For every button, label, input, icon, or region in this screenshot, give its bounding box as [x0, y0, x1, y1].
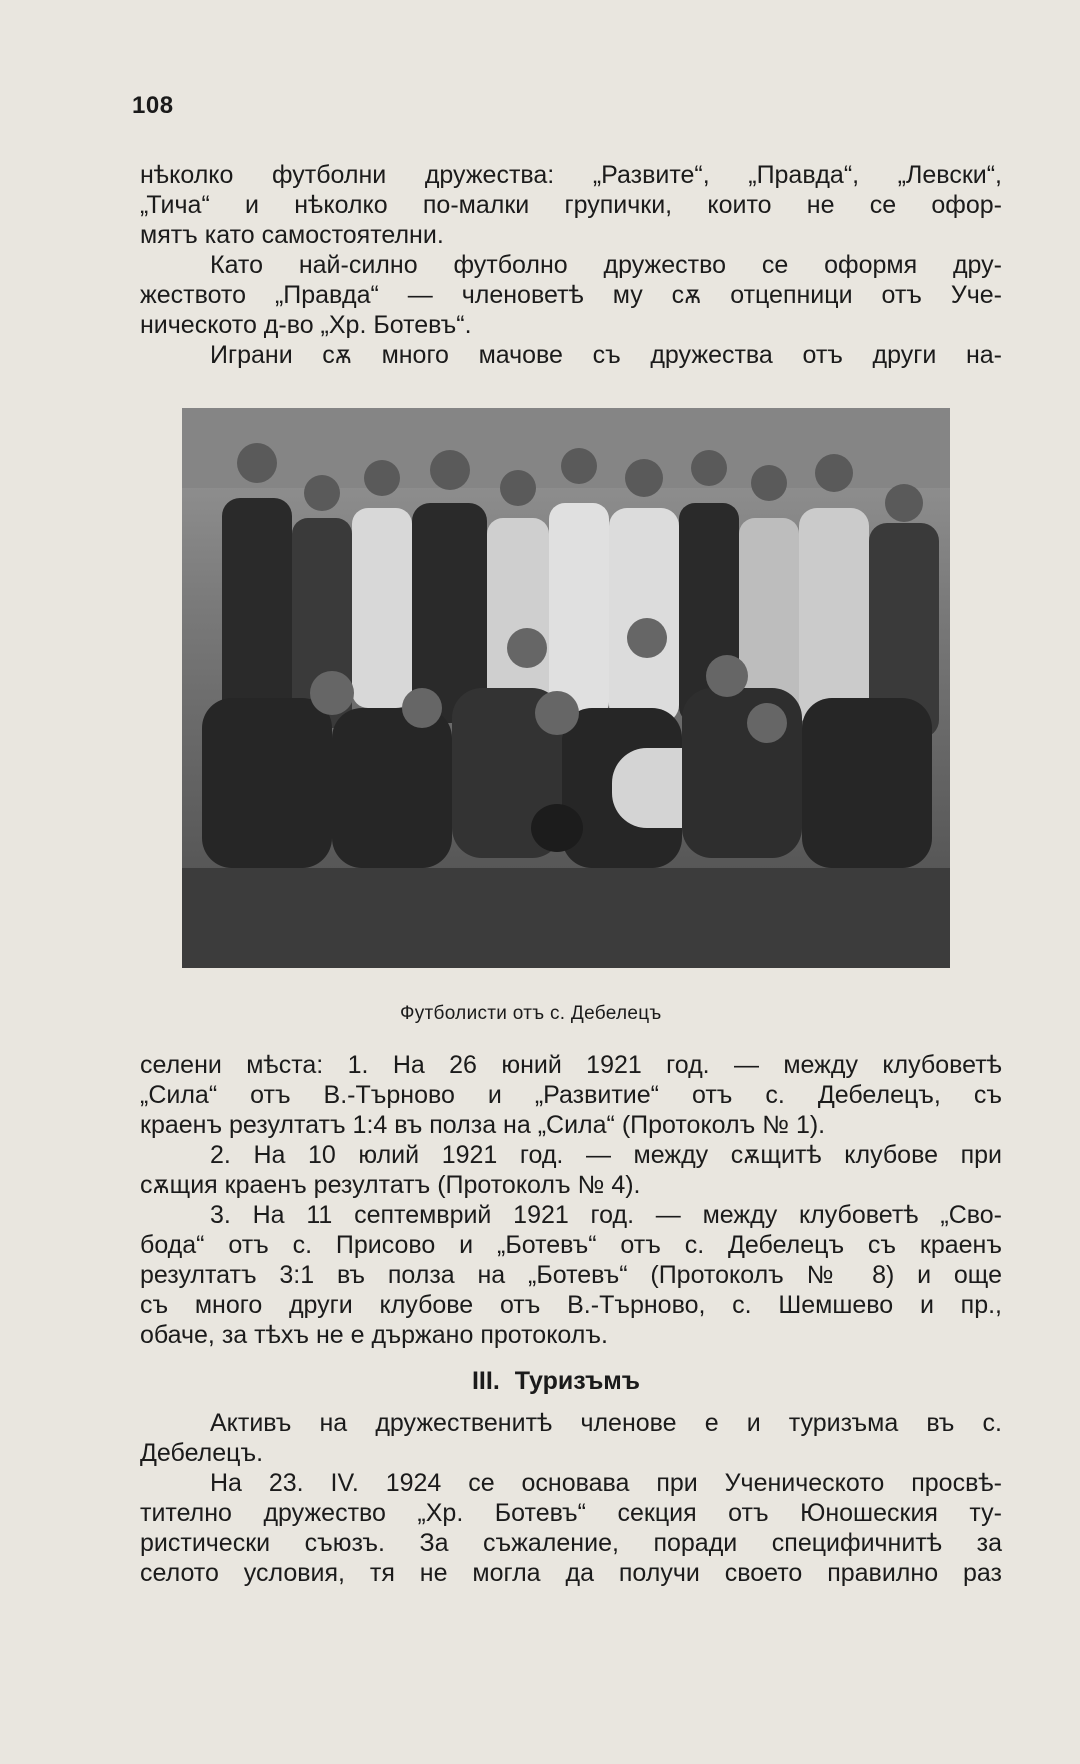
text-line: мятъ като самостоятелни. [140, 221, 444, 249]
section-numeral: III. [471, 1367, 500, 1395]
text-line: съ много други клубове отъ В.-Търново, с. Шемшево и пр., [140, 1291, 1002, 1319]
text-line: Играни сѫ много мачове съ дружества отъ други на- [210, 341, 1002, 369]
text-line: бода“ отъ с. Присово и „Ботевъ“ отъ с. Дебелецъ съ краенъ [140, 1231, 1002, 1259]
text-line: 2. На 10 юлий 1921 год. — между сѫщитѣ клубове при [210, 1141, 1002, 1169]
text-line: селени мѣста: 1. На 26 юний 1921 год. — между клубоветѣ [140, 1051, 1002, 1079]
text-line: ническото д-во „Хр. Ботевъ“. [140, 311, 472, 339]
paragraph [140, 1050, 1002, 1140]
text-line: Като най-силно футболно дружество се оформя дру- [210, 251, 1002, 279]
paragraph [140, 1408, 1002, 1468]
text-line: сѫщия краенъ резултатъ (Протоколъ № 4). [140, 1171, 641, 1199]
text-line: жеството „Правда“ — членоветѣ му сѫ отцепници отъ Уче- [140, 281, 1002, 309]
text-block-bottom [140, 1408, 1002, 1588]
page-number: 108 [132, 92, 174, 119]
paragraph [140, 1468, 1002, 1588]
text-line: обаче, за тѣхъ не е държано протоколъ. [140, 1321, 608, 1349]
photo-caption: Футболисти отъ с. Дебелецъ [400, 1003, 662, 1024]
text-line: 3. На 11 септемврий 1921 год. — между клубоветѣ „Сво- [210, 1201, 1002, 1229]
paragraph [140, 250, 1002, 340]
text-line: нѣколко футболни дружества: „Развите“, „Правда“, „Левски“, [140, 161, 1002, 189]
text-line: ристически съюзъ. За съжаление, поради специфичнитѣ за [140, 1529, 1002, 1557]
paragraph [140, 160, 1002, 250]
text-line: резултатъ 3:1 въ полза на „Ботевъ“ (Протоколъ № 8) и още [140, 1261, 1002, 1289]
text-block-top [140, 160, 1002, 370]
paragraph [140, 1200, 1002, 1350]
text-line: „Тича“ и нѣколко по-малки групички, които не се офор- [140, 191, 1002, 219]
text-line: Дебелецъ. [140, 1439, 264, 1467]
section-heading [0, 1367, 1080, 1396]
text-line: Активъ на дружественитѣ членове е и туризъма въ с. [210, 1409, 1002, 1437]
text-line: На 23. IV. 1924 се основава при Ученическото просвѣ- [210, 1469, 1002, 1497]
paragraph [140, 340, 1002, 370]
team-photograph [182, 408, 950, 968]
paragraph [140, 1140, 1002, 1200]
text-line: „Сила“ отъ В.-Търново и „Развитие“ отъ с. Дебелецъ, съ [140, 1081, 1002, 1109]
photo-illustration [182, 408, 950, 968]
text-block-middle [140, 1050, 1002, 1350]
section-title: Туризъмъ [514, 1367, 641, 1395]
text-line: тително дружество „Хр. Ботевъ“ секция отъ Юношеския ту- [140, 1499, 1002, 1527]
text-line: краенъ резултатъ 1:4 въ полза на „Сила“ (Протоколъ № 1). [140, 1111, 826, 1139]
text-line: селото условия, тя не могла да получи своето правилно раз [140, 1559, 1002, 1587]
